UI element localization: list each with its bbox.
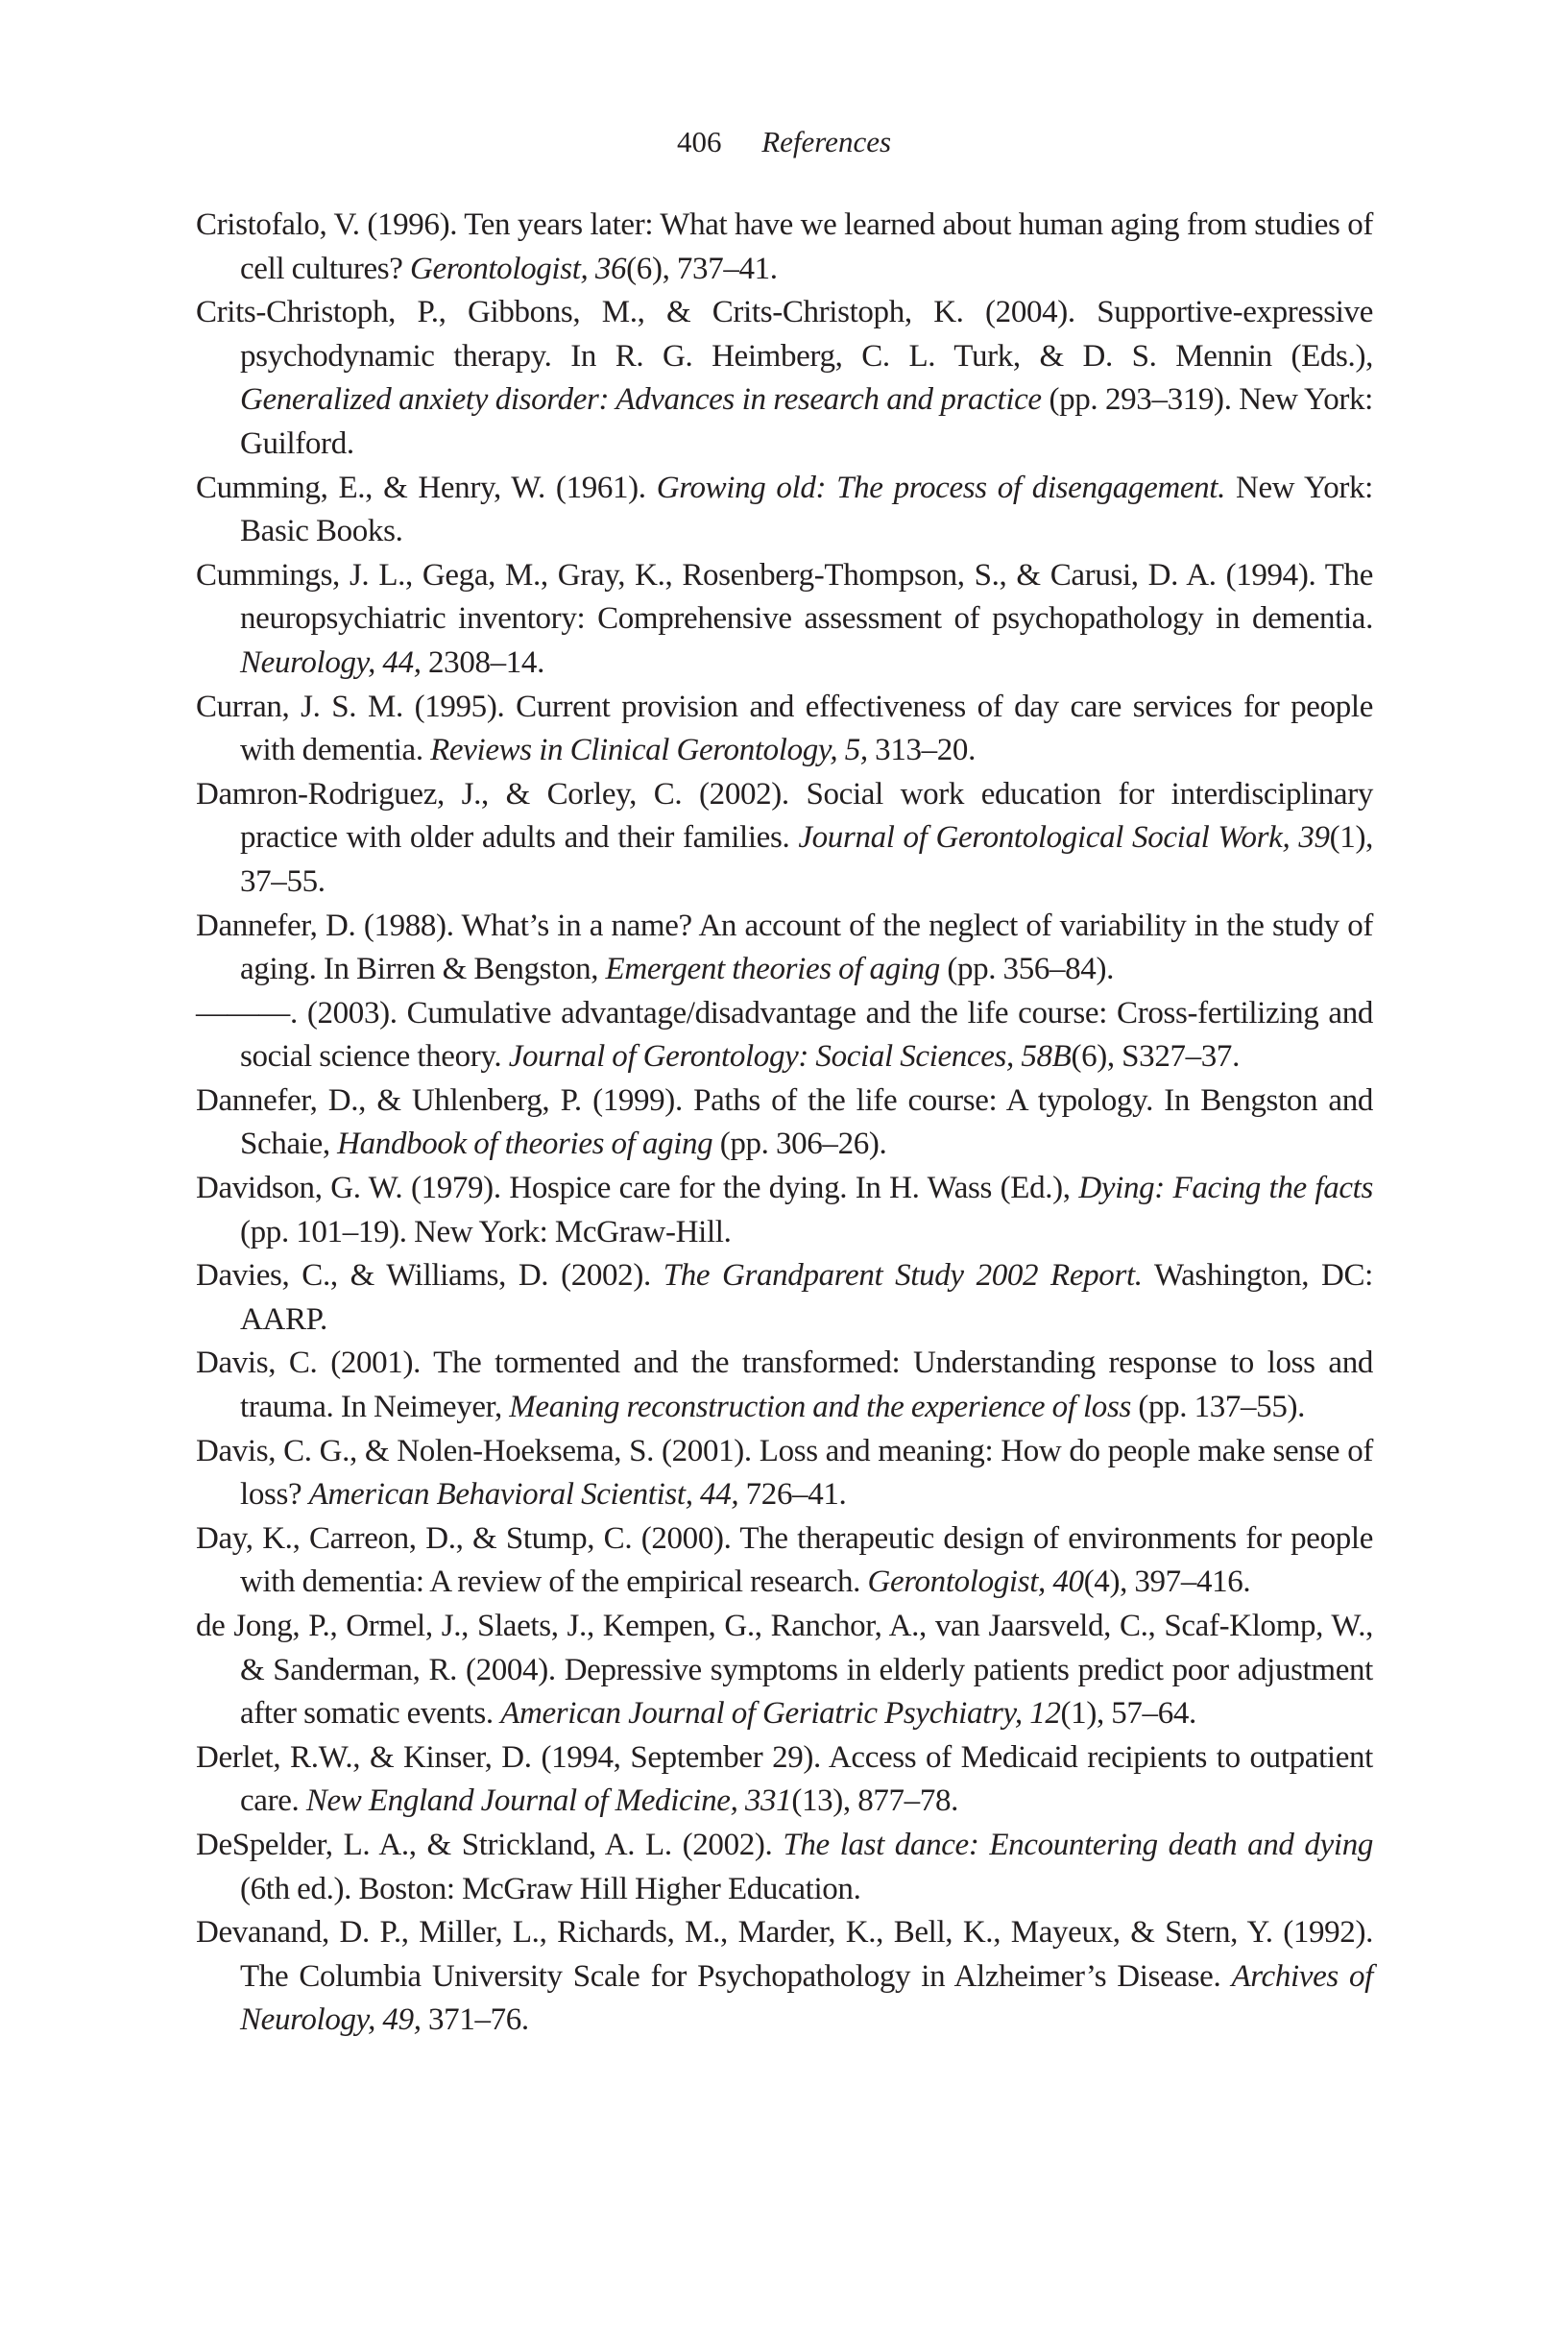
reference-text: Davis, C. G., & Nolen-Hoeksema, S. (2001). Loss and meaning: How do people make sense of loss? [196, 1433, 1373, 1513]
reference-source-italic: Reviews in Clinical Gerontology, 5, [430, 733, 868, 768]
reference-text: (1), 37–55. [240, 820, 1374, 899]
reference-source-italic: Journal of Gerontology: Social Sciences, 58B [508, 1039, 1072, 1075]
reference-source-italic: The last dance: Encountering death and dying [783, 1827, 1373, 1862]
reference-entry [196, 686, 1373, 773]
reference-source-italic: Archives of Neurology, 49, [240, 1958, 1373, 2038]
reference-entry [196, 773, 1373, 905]
reference-entry [196, 467, 1373, 554]
reference-text: Cristofalo, V. (1996). Ten years later: What have we learned about human aging from studies of cell cultures? [196, 207, 1373, 286]
reference-text: Dannefer, D. (1988). What’s in a name? An account of the neglect of variability in the study of aging. In Birren & Bengston, [196, 908, 1373, 987]
reference-text: New York: Basic Books. [240, 470, 1373, 549]
reference-source-italic: Journal of Gerontological Social Work, 39 [798, 820, 1330, 856]
reference-text: 313–20. [867, 733, 976, 768]
reference-source-italic: Dying: Facing the facts [1078, 1171, 1373, 1206]
reference-source-italic: Growing old: The process of disengagement. [656, 470, 1226, 505]
reference-entry [196, 1517, 1373, 1605]
reference-source-italic: American Journal of Geriatric Psychiatry, 12 [500, 1696, 1061, 1732]
reference-text: ———. (2003). Cumulative advantage/disadvantage and the life course: Cross-fertilizing and social science theory. [196, 995, 1373, 1075]
reference-text: (pp. 293–319). New York: Guilford. [240, 382, 1373, 461]
reference-text: Derlet, R.W., & Kinser, D. (1994, September 29). Access of Medicaid recipients to outpatient care. [196, 1739, 1373, 1819]
reference-entry [196, 204, 1373, 291]
reference-entry [196, 1736, 1373, 1824]
reference-text: Devanand, D. P., Miller, L., Richards, M., Marder, K., Bell, K., Mayeux, & Stern, Y. (1992). The Columbia University Scale for Psychopathology in Alzheimer’s Disease. [196, 1915, 1373, 1994]
reference-entry [196, 1167, 1373, 1254]
reference-text: 726–41. [738, 1477, 847, 1513]
reference-text: (6), S327–37. [1071, 1039, 1240, 1075]
reference-text: 2308–14. [421, 644, 544, 680]
reference-entry [196, 1342, 1373, 1429]
reference-entry [196, 1605, 1373, 1736]
reference-text: (pp. 356–84). [939, 952, 1115, 987]
reference-text: (13), 877–78. [791, 1783, 959, 1819]
reference-entry [196, 1430, 1373, 1517]
reference-entry [196, 291, 1373, 466]
reference-source-italic: New England Journal of Medicine, 331 [305, 1783, 792, 1819]
reference-text: Davidson, G. W. (1979). Hospice care for the dying. In H. Wass (Ed.), [196, 1171, 1079, 1206]
reference-text: (pp. 306–26). [712, 1127, 887, 1162]
reference-entry [196, 992, 1373, 1079]
reference-source-italic: Gerontologist, 40 [867, 1564, 1084, 1600]
reference-source-italic: Gerontologist, 36 [410, 251, 627, 286]
reference-text: (pp. 137–55). [1130, 1390, 1306, 1425]
reference-list [196, 204, 1373, 2043]
reference-text: (6), 737–41. [626, 251, 778, 286]
reference-source-italic: American Behavioral Scientist, 44, [308, 1477, 739, 1513]
page-number: 406 [676, 125, 722, 158]
reference-source-italic: The Grandparent Study 2002 Report. [663, 1258, 1143, 1294]
reference-source-italic: Emergent theories of aging [605, 952, 940, 987]
reference-source-italic: Meaning reconstruction and the experience of loss [509, 1390, 1131, 1425]
reference-text: DeSpelder, L. A., & Strickland, A. L. (2002). [196, 1827, 784, 1862]
reference-text: (6th ed.). Boston: McGraw Hill Higher Education. [240, 1871, 861, 1906]
reference-text: (pp. 101–19). New York: McGraw-Hill. [240, 1214, 732, 1249]
reference-source-italic: Generalized anxiety disorder: Advances in research and practice [240, 382, 1042, 418]
reference-source-italic: Handbook of theories of aging [337, 1127, 713, 1162]
reference-text: Damron-Rodriguez, J., & Corley, C. (2002). Social work education for interdisciplinary practice with older adults and their families. [196, 776, 1373, 856]
reference-text: Cumming, E., & Henry, W. (1961). [196, 470, 657, 505]
reference-text: Davies, C., & Williams, D. (2002). [196, 1258, 663, 1294]
reference-text: (1), 57–64. [1060, 1696, 1196, 1732]
reference-text: Curran, J. S. M. (1995). Current provision and effectiveness of day care services for people with dementia. [196, 689, 1373, 768]
reference-source-italic: Neurology, 44, [240, 644, 422, 680]
reference-entry [196, 554, 1373, 686]
reference-entry [196, 905, 1373, 992]
running-head [0, 123, 1568, 161]
reference-text: de Jong, P., Ormel, J., Slaets, J., Kempen, G., Ranchor, A., van Jaarsveld, C., Scaf-Klomp, W., & Sanderman, R. (2004). Depressive symptoms in elderly patients predict poor adjustment after somatic events. [196, 1609, 1373, 1732]
reference-text: Day, K., Carreon, D., & Stump, C. (2000). The therapeutic design of environments for people with dementia: A review of the empirical research. [196, 1520, 1373, 1600]
reference-text: (4), 397–416. [1083, 1564, 1251, 1600]
reference-entry [196, 1079, 1373, 1167]
reference-text: Crits-Christoph, P., Gibbons, M., & Crits-Christoph, K. (2004). Supportive-expressive psychodynamic therapy. In R. G. Heimberg, C. L. Turk, & D. S. Mennin (Eds.), [196, 295, 1373, 374]
reference-text: Cummings, J. L., Gega, M., Gray, K., Rosenberg-Thompson, S., & Carusi, D. A. (1994). The neuropsychiatric inventory: Comprehensive assessment of psychopathology in dementia. [196, 557, 1373, 637]
reference-entry [196, 1824, 1373, 1911]
reference-text: Davis, C. (2001). The tormented and the transformed: Understanding response to loss and trauma. In Neimeyer, [196, 1346, 1373, 1425]
section-title: References [761, 125, 892, 158]
reference-entry [196, 1911, 1373, 2043]
reference-text: 371–76. [421, 2002, 529, 2038]
reference-entry [196, 1254, 1373, 1342]
reference-text: Dannefer, D., & Uhlenberg, P. (1999). Paths of the life course: A typology. In Bengston and Schaie, [196, 1082, 1373, 1162]
reference-text: Washington, DC: AARP. [240, 1258, 1373, 1337]
